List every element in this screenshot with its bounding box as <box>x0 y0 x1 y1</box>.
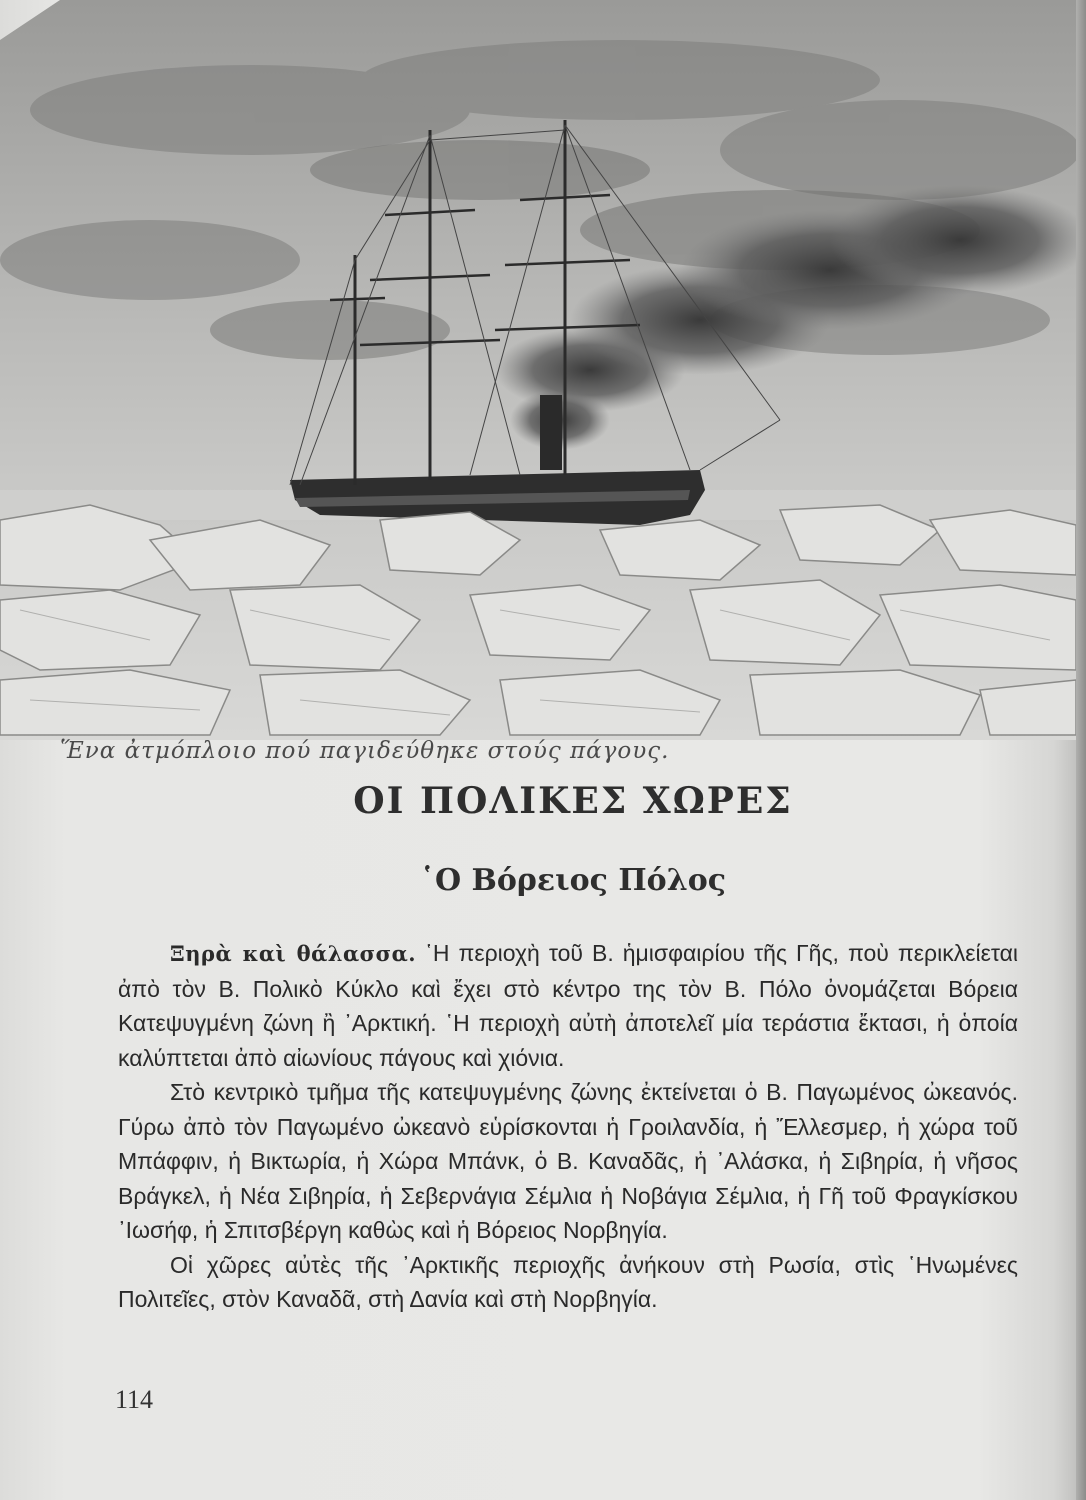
paragraph: Οἱ χῶρες αὐτὲς τῆς ᾿Αρκτικῆς περιοχῆς ἀνήκουν στὴ Ρωσία, στὶς ῾Ηνωμένες Πολιτεῖες, στὸν Καναδᾶ, στὴ Δανία καὶ στὴ Νορβηγία. <box>118 1251 1018 1312</box>
paragraph: Στὸ κεντρικὸ τμῆμα τῆς κατεψυγμένης ζώνης ἐκτείνεται ὁ Β. Παγωμένος ὠκεανός. Γύρω ἀπὸ τὸν Παγωμένο ὠκεανὸ εὑρίσκονται ἡ Γροιλανδία, ἡ Ἔλλεσμερ, ἡ χώρα τοῦ Μπάφφιν, ἡ Βικτωρία, ἡ Χώρα Μπάνκ, ὁ Β. Καναδᾶς, ἡ ᾿Αλάσκα, ἡ Σιβηρία, ἡ νῆσος Βράγκελ, ἡ Νέα Σιβηρία, ἡ Σεβερνάγια Σέμλια ἡ Νοβάγια Σέμλια, ἡ Γῆ τοῦ Φραγκίσκου ᾿Ιωσήφ, ἡ Σπιτσβέργη καθὼς καὶ ἡ Βόρειος Νορβηγία. <box>118 1079 1018 1243</box>
paragraph <box>118 936 1018 1075</box>
page-binding-edge <box>1076 0 1086 1500</box>
body-text <box>118 936 1018 1317</box>
page-number: 114 <box>115 1385 154 1414</box>
steamship-in-ice-icon <box>0 0 1076 740</box>
illustration-caption: Ἕνα ἀτμόπλοιο πού παγιδεύθηκε στούς πάγους. <box>60 738 670 764</box>
paragraph-text: ῾Η περιοχὴ τοῦ Β. ἡμισφαιρίου τῆς Γῆς, ποὺ περικλείεται ἀπὸ τὸν Β. Πολικὸ Κύκλο καὶ ἔχει στὸ κέντρο της τὸν Β. Πόλο ὀνομάζεται Βόρεια Κατεψυγμένη ζώνη ἢ ᾿Αρκτική. ῾Η περιοχὴ αὐτὴ ἀποτελεῖ μία τεράστια ἔκτασι, ἡ ὁποία καλύπτεται ἀπὸ αἰωνίους πάγους καὶ χιόνια. <box>118 940 1019 1071</box>
subsection-title: ῾Ο Βόρειος Πόλος <box>419 863 727 898</box>
run-in-heading: Ξηρὰ καὶ θάλασσα. <box>170 941 417 966</box>
section-title: ΟΙ ΠΟΛΙΚΕΣ ΧΩΡΕΣ <box>353 780 793 822</box>
steamship-in-ice-illustration <box>0 0 1076 740</box>
